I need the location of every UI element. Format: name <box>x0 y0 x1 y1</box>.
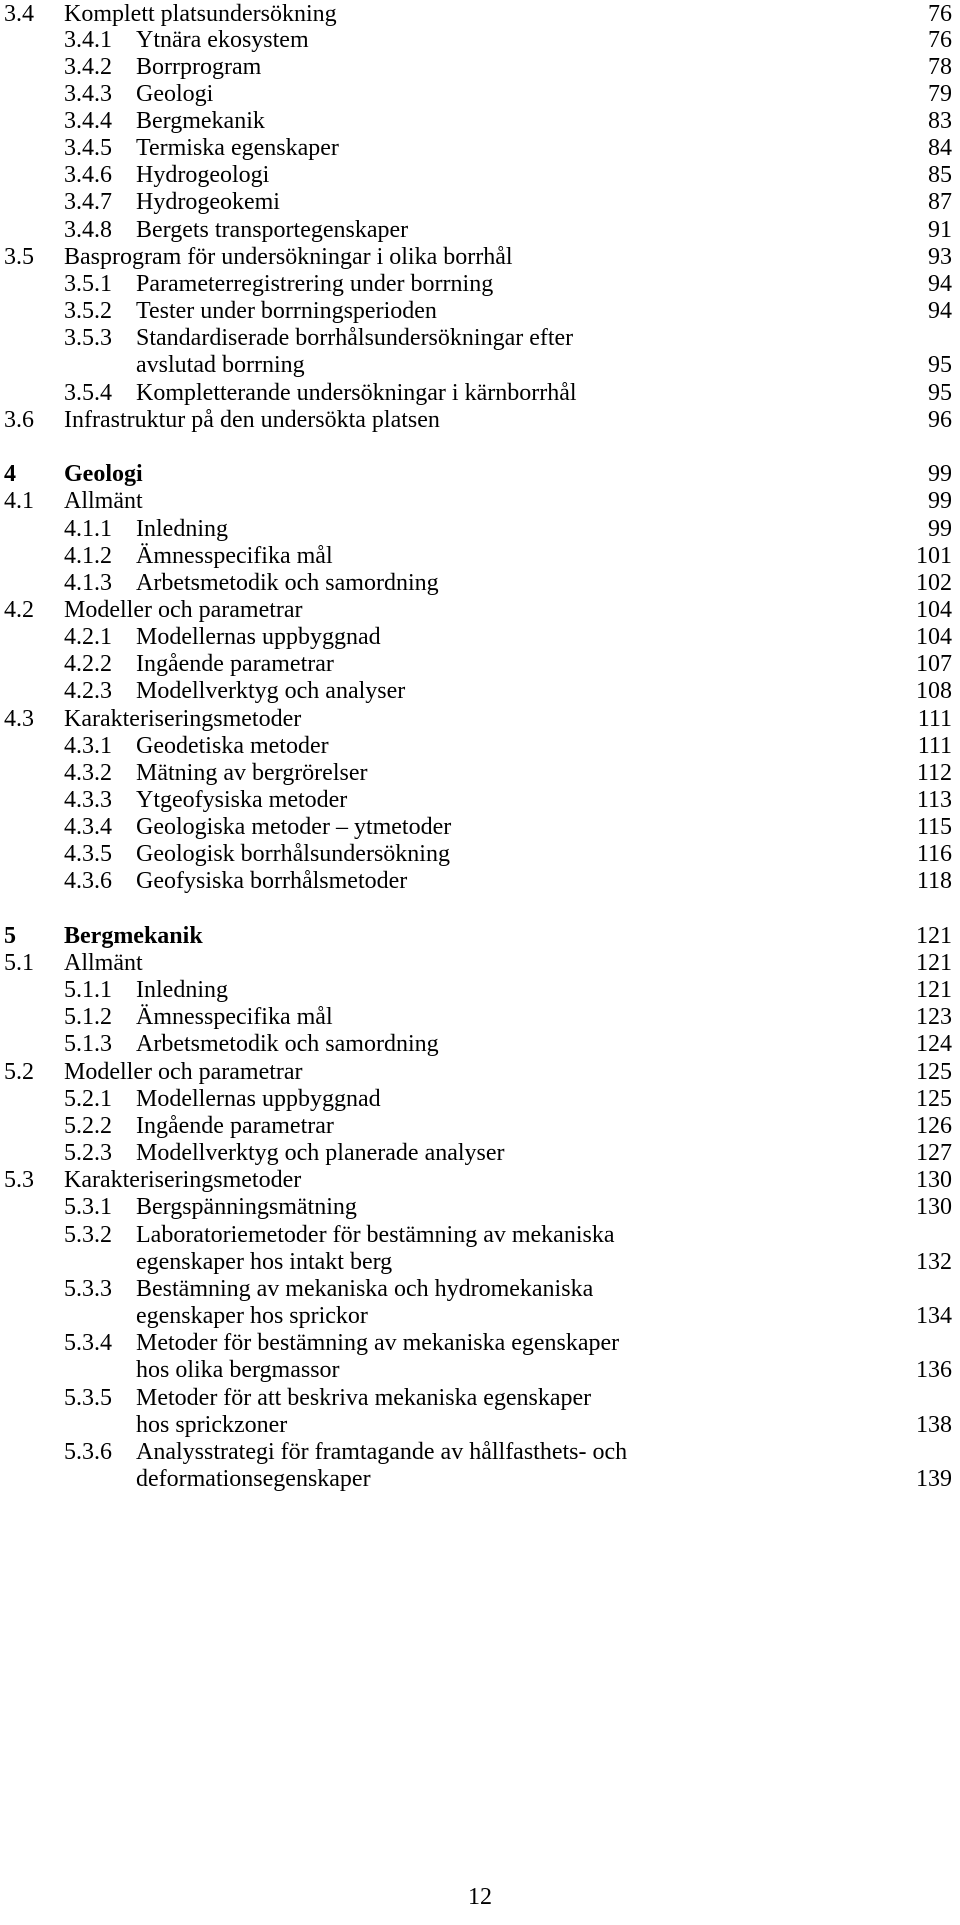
toc-section-title: egenskaper hos intakt berg <box>136 1249 393 1275</box>
toc-section-number: 4 <box>4 461 16 487</box>
toc-section-title: Modellverktyg och analyser <box>136 678 406 704</box>
toc-section-title: Parameterregistrering under borrning <box>136 271 494 297</box>
toc-entry <box>0 1139 960 1167</box>
toc-section-number: 3.4 <box>4 1 34 27</box>
toc-entry <box>0 161 960 189</box>
toc-entry <box>0 379 960 407</box>
toc-section-title: hos olika bergmassor <box>136 1357 340 1383</box>
toc-section-title: avslutad borrning <box>136 352 305 378</box>
toc-section-number: 3.4.6 <box>64 162 112 188</box>
toc-page-number: 121 <box>916 923 952 949</box>
toc-section-title: Inledning <box>136 516 228 542</box>
toc-entry <box>0 1465 960 1493</box>
toc-page-number: 79 <box>928 81 952 107</box>
toc-section-title: Geofysiska borrhålsmetoder <box>136 868 408 894</box>
toc-section-number: 5.3.1 <box>64 1194 112 1220</box>
toc-section-title: Ämnesspecifika mål <box>136 543 333 569</box>
toc-entry <box>0 1329 960 1357</box>
toc-section-number: 5.2 <box>4 1059 34 1085</box>
toc-entry <box>0 732 960 760</box>
toc-section-title: Geologi <box>136 81 214 107</box>
toc-section-number: 4.1.1 <box>64 516 112 542</box>
toc-section-title: Ytnära ekosystem <box>136 27 309 53</box>
toc-page-number: 102 <box>916 570 952 596</box>
toc-section-number: 4.3.5 <box>64 841 112 867</box>
toc-page-number: 127 <box>916 1140 952 1166</box>
toc-entry <box>0 297 960 325</box>
toc-entry <box>0 243 960 271</box>
toc-section-title: Basprogram för undersökningar i olika borrhål <box>64 244 513 270</box>
toc-page-number: 121 <box>916 950 952 976</box>
toc-section-number: 3.4.4 <box>64 108 112 134</box>
toc-page-number: 136 <box>916 1357 952 1383</box>
toc-section-number: 5.3.6 <box>64 1439 112 1465</box>
toc-section-title: Geologisk borrhålsundersökning <box>136 841 450 867</box>
toc-section-title: Ingående parametrar <box>136 651 334 677</box>
toc-section-title: Ämnesspecifika mål <box>136 1004 333 1030</box>
toc-entry <box>0 351 960 379</box>
toc-section-number: 4.2.1 <box>64 624 112 650</box>
toc-entry <box>0 1058 960 1086</box>
toc-section-number: 4.3.1 <box>64 733 112 759</box>
toc-entry <box>0 677 960 705</box>
toc-page-number: 134 <box>916 1303 952 1329</box>
toc-page-number: 125 <box>916 1086 952 1112</box>
toc-section-title: Standardiserade borrhålsundersökningar efter <box>136 325 574 351</box>
toc-page-number: 139 <box>916 1466 952 1492</box>
toc-section-title: Bestämning av mekaniska och hydromekaniska <box>136 1276 594 1302</box>
toc-entry <box>0 53 960 81</box>
toc-entry <box>0 840 960 868</box>
toc-section-title: Arbetsmetodik och samordning <box>136 570 439 596</box>
toc-section-number: 5.2.2 <box>64 1113 112 1139</box>
toc-section-number: 3.5.4 <box>64 380 112 406</box>
toc-entry <box>0 1166 960 1194</box>
toc-entry <box>0 1275 960 1303</box>
toc-page-number: 94 <box>928 271 952 297</box>
toc-entry <box>0 26 960 54</box>
toc-page-number: 112 <box>916 760 952 786</box>
toc-section-number: 5.3.2 <box>64 1222 112 1248</box>
toc-section-number: 4.2.2 <box>64 651 112 677</box>
toc-section-title: Modeller och parametrar <box>64 597 303 623</box>
toc-section-number: 5.3.3 <box>64 1276 112 1302</box>
toc-entry <box>0 596 960 624</box>
toc-page-number: 104 <box>916 597 952 623</box>
toc-page-number: 83 <box>928 108 952 134</box>
toc-entry <box>0 1302 960 1330</box>
toc-page-number: 76 <box>928 1 952 27</box>
toc-entry <box>0 1384 960 1412</box>
toc-page-number: 95 <box>928 380 952 406</box>
toc-page-number: 130 <box>916 1167 952 1193</box>
toc-entry <box>0 324 960 352</box>
toc-section-title: Hydrogeologi <box>136 162 270 188</box>
toc-page-number: 96 <box>928 407 952 433</box>
toc-page-number: 116 <box>916 841 952 867</box>
toc-section-number: 5.3.4 <box>64 1330 112 1356</box>
toc-section-number: 5.1.3 <box>64 1031 112 1057</box>
toc-section-title: Bergspänningsmätning <box>136 1194 357 1220</box>
toc-entry <box>0 134 960 162</box>
toc-section-number: 5.1.1 <box>64 977 112 1003</box>
toc-section-number: 3.5.2 <box>64 298 112 324</box>
toc-section-title: Komplett platsundersökning <box>64 1 337 27</box>
toc-entry <box>0 867 960 895</box>
toc-section-number: 5.1.2 <box>64 1004 112 1030</box>
toc-page-number: 118 <box>916 868 952 894</box>
toc-page-number: 126 <box>916 1113 952 1139</box>
toc-entry <box>0 759 960 787</box>
toc-section-number: 3.4.3 <box>64 81 112 107</box>
toc-section-number: 5.3.5 <box>64 1385 112 1411</box>
toc-section-number: 4.3.3 <box>64 787 112 813</box>
toc-entry <box>0 1411 960 1439</box>
toc-page-number: 94 <box>928 298 952 324</box>
toc-entry <box>0 216 960 244</box>
toc-section-title: Bergmekanik <box>64 923 203 949</box>
toc-section-number: 5.2.3 <box>64 1140 112 1166</box>
toc-section-number: 4.1.3 <box>64 570 112 596</box>
toc-section-number: 3.4.2 <box>64 54 112 80</box>
toc-section-number: 3.5 <box>4 244 34 270</box>
toc-section-title: Hydrogeokemi <box>136 189 280 215</box>
toc-entry <box>0 107 960 135</box>
toc-entry <box>0 813 960 841</box>
toc-page-number: 101 <box>916 543 952 569</box>
toc-section-title: Termiska egenskaper <box>136 135 339 161</box>
toc-section-title: Infrastruktur på den undersökta platsen <box>64 407 440 433</box>
toc-section-title: Modeller och parametrar <box>64 1059 303 1085</box>
toc-entry <box>0 542 960 570</box>
toc-section-title: Geodetiska metoder <box>136 733 329 759</box>
toc-page-number: 85 <box>928 162 952 188</box>
toc-entry <box>0 569 960 597</box>
toc-section-number: 3.5.1 <box>64 271 112 297</box>
toc-section-title: Arbetsmetodik och samordning <box>136 1031 439 1057</box>
toc-section-number: 4.2.3 <box>64 678 112 704</box>
toc-section-number: 4.3.2 <box>64 760 112 786</box>
toc-entry <box>0 188 960 216</box>
toc-entry <box>0 80 960 108</box>
toc-section-title: Tester under borrningsperioden <box>136 298 437 324</box>
toc-chapter-heading <box>0 460 960 488</box>
toc-section-title: Mätning av bergrörelser <box>136 760 368 786</box>
toc-section-number: 5.3 <box>4 1167 34 1193</box>
toc-section-number: 5.1 <box>4 950 34 976</box>
toc-page-number: 91 <box>928 217 952 243</box>
toc-page-number: 99 <box>928 461 952 487</box>
toc-page-number: 123 <box>916 1004 952 1030</box>
toc-entry <box>0 1221 960 1249</box>
toc-page-number: 130 <box>916 1194 952 1220</box>
toc-section-title: Bergmekanik <box>136 108 265 134</box>
toc-section-title: Analysstrategi för framtagande av hållfasthets- och <box>136 1439 628 1465</box>
toc-entry <box>0 1193 960 1221</box>
toc-entry <box>0 650 960 678</box>
toc-section-title: Geologi <box>64 461 143 487</box>
toc-section-number: 4.2 <box>4 597 34 623</box>
toc-chapter-heading <box>0 922 960 950</box>
toc-section-title: hos sprickzoner <box>136 1412 288 1438</box>
toc-section-title: Metoder för att beskriva mekaniska egenskaper <box>136 1385 592 1411</box>
toc-section-number: 3.4.7 <box>64 189 112 215</box>
toc-entry <box>0 1003 960 1031</box>
toc-page-number: 95 <box>928 352 952 378</box>
toc-page-number: 76 <box>928 27 952 53</box>
toc-section-title: Ingående parametrar <box>136 1113 334 1139</box>
toc-section-title: Borrprogram <box>136 54 262 80</box>
toc-section-number: 5.2.1 <box>64 1086 112 1112</box>
toc-section-number: 4.3 <box>4 706 34 732</box>
toc-section-title: Metoder för bestämning av mekaniska egenskaper <box>136 1330 620 1356</box>
toc-section-number: 3.6 <box>4 407 34 433</box>
toc-section-number: 4.1.2 <box>64 543 112 569</box>
toc-section-number: 3.4.8 <box>64 217 112 243</box>
toc-entry <box>0 949 960 977</box>
toc-page-number: 111 <box>917 706 952 732</box>
toc-page-number: 99 <box>928 516 952 542</box>
toc-section-title: Karakteriseringsmetoder <box>64 706 302 732</box>
toc-section-title: Allmänt <box>64 950 143 976</box>
toc-section-title: Karakteriseringsmetoder <box>64 1167 302 1193</box>
toc-page-number: 132 <box>916 1249 952 1275</box>
toc-entry <box>0 786 960 814</box>
toc-page-number: 124 <box>916 1031 952 1057</box>
toc-page-number: 93 <box>928 244 952 270</box>
toc-page-number: 138 <box>916 1412 952 1438</box>
toc-page-number: 113 <box>916 787 952 813</box>
toc-section-title: egenskaper hos sprickor <box>136 1303 368 1329</box>
toc-entry <box>0 406 960 434</box>
toc-entry <box>0 1438 960 1466</box>
toc-entry <box>0 487 960 515</box>
toc-section-title: Allmänt <box>64 488 143 514</box>
toc-entry <box>0 270 960 298</box>
toc-section-number: 5 <box>4 923 16 949</box>
toc-page-number: 121 <box>916 977 952 1003</box>
toc-section-number: 3.4.1 <box>64 27 112 53</box>
toc-section-title: Bergets transportegenskaper <box>136 217 409 243</box>
toc-section-title: Inledning <box>136 977 228 1003</box>
toc-page-number: 107 <box>916 651 952 677</box>
toc-section-title: Kompletterande undersökningar i kärnborrhål <box>136 380 577 406</box>
toc-entry <box>0 623 960 651</box>
toc-section-number: 4.3.6 <box>64 868 112 894</box>
toc-entry <box>0 0 960 28</box>
toc-page-number: 78 <box>928 54 952 80</box>
toc-entry <box>0 1030 960 1058</box>
toc-page-number: 108 <box>916 678 952 704</box>
toc-entry <box>0 515 960 543</box>
toc-page-number: 104 <box>916 624 952 650</box>
toc-section-number: 3.5.3 <box>64 325 112 351</box>
page-number: 12 <box>468 1884 492 1910</box>
toc-section-title: Ytgeofysiska metoder <box>136 787 348 813</box>
toc-section-title: Modellverktyg och planerade analyser <box>136 1140 505 1166</box>
toc-section-number: 4.1 <box>4 488 34 514</box>
toc-entry <box>0 1356 960 1384</box>
toc-section-title: Geologiska metoder – ytmetoder <box>136 814 452 840</box>
toc-entry <box>0 976 960 1004</box>
toc-page-number: 84 <box>928 135 952 161</box>
toc-section-number: 3.4.5 <box>64 135 112 161</box>
toc-page-number: 87 <box>928 189 952 215</box>
toc-section-number: 4.3.4 <box>64 814 112 840</box>
toc-section-title: deformationsegenskaper <box>136 1466 371 1492</box>
toc-section-title: Modellernas uppbyggnad <box>136 624 381 650</box>
toc-page-number: 125 <box>916 1059 952 1085</box>
toc-entry <box>0 705 960 733</box>
toc-section-title: Laboratoriemetoder för bestämning av mekaniska <box>136 1222 615 1248</box>
toc-entry <box>0 1248 960 1276</box>
toc-page-number: 115 <box>916 814 952 840</box>
toc-entry <box>0 1085 960 1113</box>
toc-page-number: 99 <box>928 488 952 514</box>
toc-entry <box>0 1112 960 1140</box>
toc-section-title: Modellernas uppbyggnad <box>136 1086 381 1112</box>
toc-page-number: 111 <box>917 733 952 759</box>
